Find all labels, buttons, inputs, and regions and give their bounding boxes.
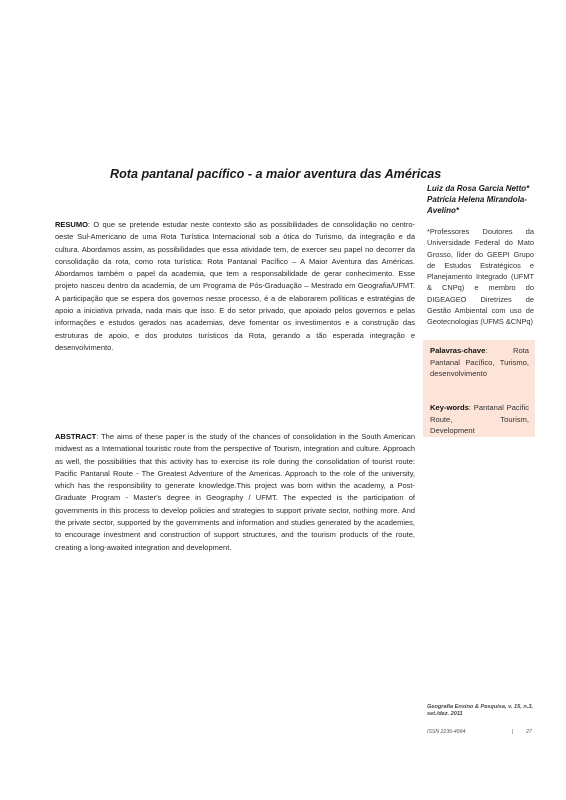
issn-label: ISSN 2236-4994 (427, 729, 466, 735)
palavras-chave-label: Palavras-chave (430, 346, 486, 355)
abstract-text: : The aims of these paper is the study of the chances of consolidation in the South American midwest as a International touristic route from the perspective of Tourism, integration and culture. Approach as well, the possibilities that this activity has to exercise its role during the consolidation of tourist route: Pacific Pantanal Route - The Greatest Adventure of the Americas. Approach to the role of the university, which has the responsibility to generate knowledge.This project was born within the academy, a Post-Graduate Program - Master's degree in Geography / UFMT. The expected is the participation of governments in this process to develop policies and strategies to support private sector, nothing more. And the private sector, supported by the governments and information and studies generated by the academies, to encourage investment and construction of support structures, and the tourism products of the route, creating a long-awaited integration and development. (55, 432, 415, 552)
resumo-text: : O que se pretende estudar neste contexto são as possibilidades de consolidação no centro-oeste Sul-Americano de uma Rota Turística Internacional sob a ótica do Turismo, da integração e da cultura. Abordamos assim, as possibilidades que essa atividade tem, de exercer seu papel no decorrer da consolidação da rota, como rota turística: Rota Pantanal Pacífico – A Maior Aventura das Américas. Abordamos também o papel da academia, que tem a responsabilidade de gerar conhecimento. Esse projeto nasceu dentro da academia, de um Programa de Pós-Graduação – Mestrado em Geografia/UFMT. A participação que se espera dos governos nesse processo, é a de elaborarem políticas e estratégias de apoio a iniciativa privada, nada mais que isso. E do setor privado, que apoiado pelos governos e pelas informações e estudos gerados nas academias, deve fomentar os investimentos e a construção das estruturas de apoio, e dos produtos turísticos da Rota, gerando a tão esperada integração e desenvolvimento. (55, 220, 415, 352)
author-name: Patrícia Helena Mirandola-Avelino* (427, 195, 528, 215)
author-list (427, 183, 539, 216)
key-words-label: Key-words (430, 403, 469, 412)
abstract-label: ABSTRACT (55, 432, 97, 441)
keywords-box (423, 340, 535, 437)
palavras-chave-text: : Rota Pantanal Pacífico, Turismo, desenvolvimento (430, 346, 529, 378)
resumo-label: RESUMO (55, 220, 88, 229)
resumo-paragraph (55, 219, 415, 354)
key-words (430, 402, 529, 437)
key-words-text: : Pantanal Pacific Route, Tourism, Development (430, 403, 529, 435)
abstract-paragraph (55, 431, 415, 554)
page-number: 27 (526, 729, 532, 735)
author-name: Luiz da Rosa Garcia Netto* (427, 184, 530, 193)
palavras-chave (430, 345, 529, 380)
journal-citation: Geografia Ensino & Pesquisa, v. 15, n.3, set./dez. 2011 (427, 704, 534, 718)
author-affiliation: *Professores Doutores da Universidade Federal do Mato Grosso, líder do GEEPI Grupo de Estudos Estratégicos e Planejamento Integrado (UFMT & CNPq) e membro do DIGEAGEO Diretrizes de Gestão Ambiental com uso de Geotecnologias (UFMS &CNPq) (427, 227, 534, 327)
paper-title: Rota pantanal pacífico - a maior aventura das Américas (110, 167, 442, 181)
footer-separator: | (512, 729, 514, 735)
